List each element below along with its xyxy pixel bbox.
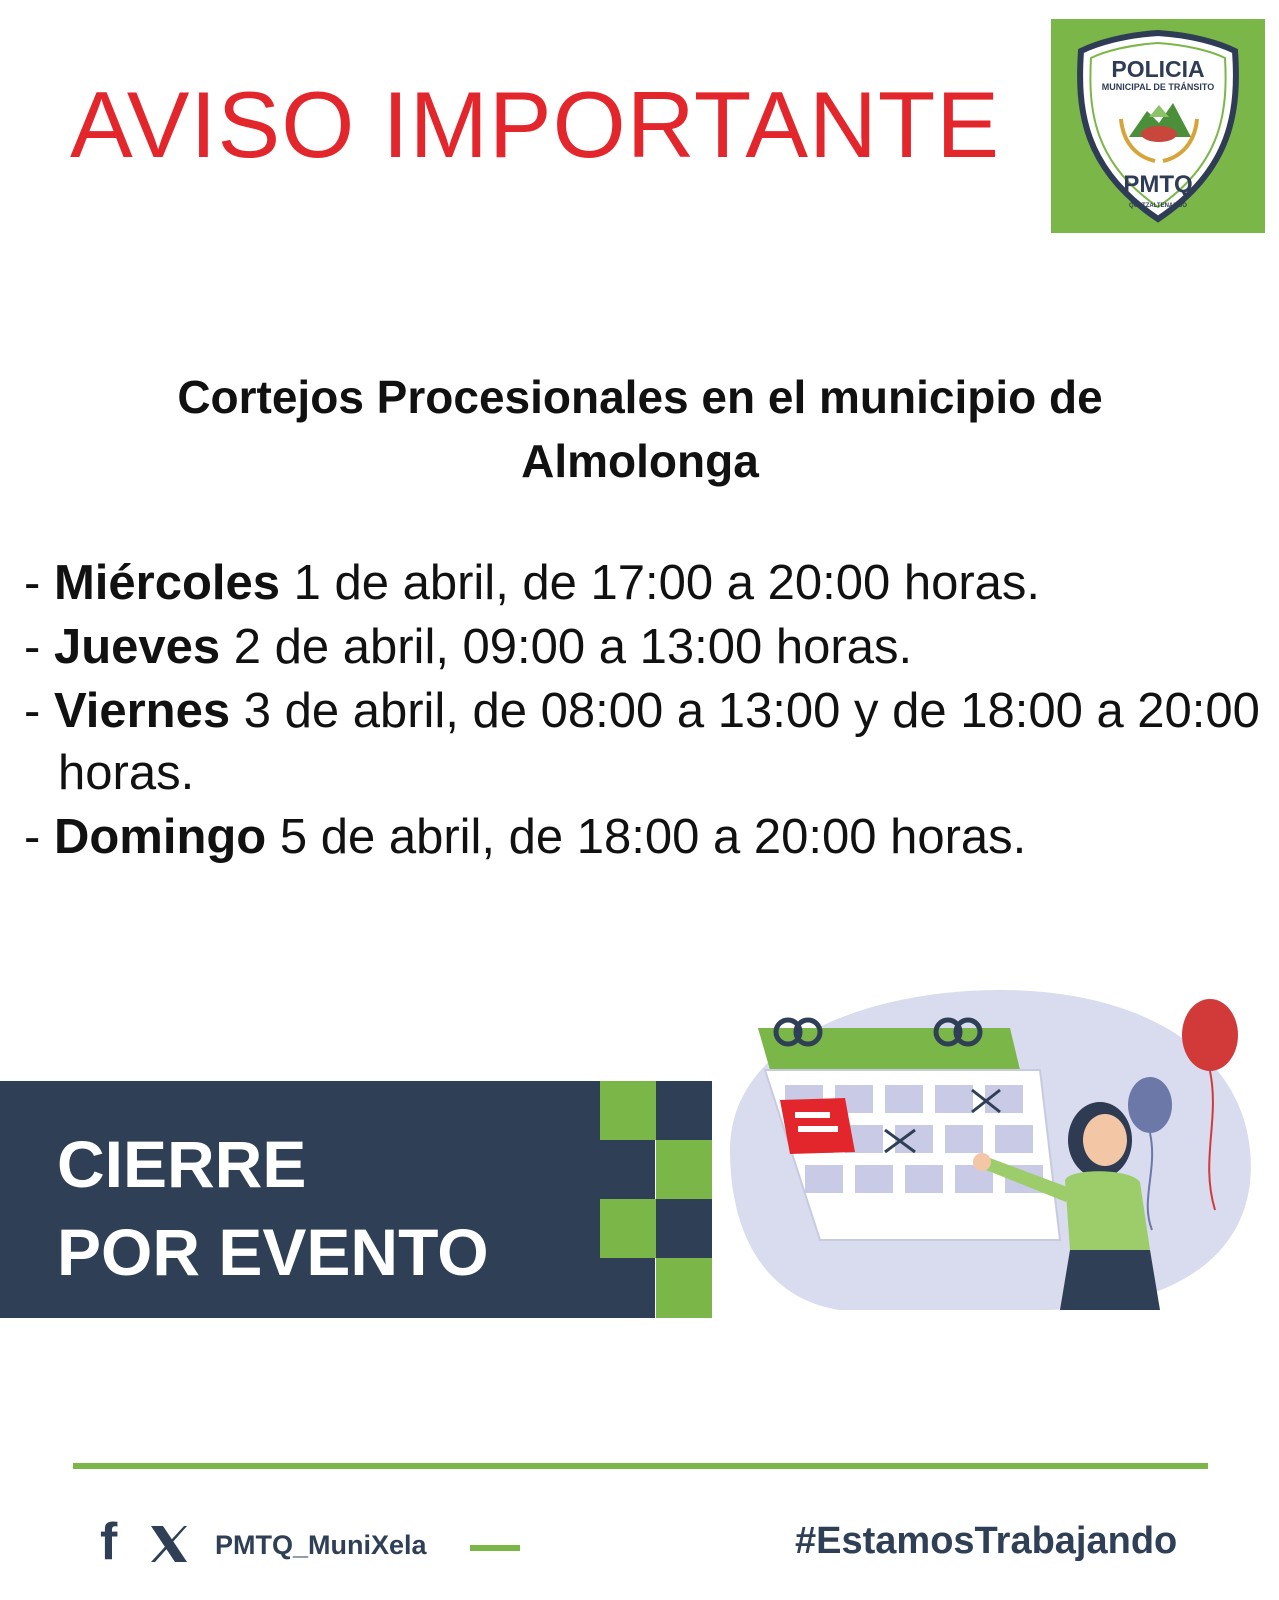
announcement-heading [60, 365, 1220, 493]
item-dash: - [24, 810, 54, 864]
page-title: AVISO IMPORTANTE [70, 72, 1001, 177]
item-dash: - [24, 556, 54, 610]
item-day: Domingo [53, 810, 267, 864]
banner-text [57, 1120, 489, 1296]
banner-accent-square [600, 1081, 656, 1140]
banner-accent-square [656, 1199, 712, 1258]
item-detail: 3 de abril, de 08:00 a 13:00 y de 18:00 a 20:00 horas. [58, 684, 1260, 800]
item-dash: - [24, 620, 54, 674]
schedule-list [24, 552, 1264, 870]
banner-accent-square [656, 1258, 712, 1318]
schedule-item [24, 806, 1264, 868]
hashtag: #EstamosTrabajando [795, 1520, 1178, 1562]
logo-subtitle-text: MUNICIPAL DE TRÁNSITO [1101, 82, 1215, 92]
banner-line-1: CIERRE [57, 1127, 307, 1201]
banner-accent-square [656, 1140, 712, 1199]
heading-line-1: Cortejos Procesionales en el municipio de [177, 371, 1103, 423]
footer-divider [73, 1463, 1208, 1469]
heading-line-2: Almolonga [521, 435, 759, 487]
item-detail: 1 de abril, de 17:00 a 20:00 horas. [280, 556, 1041, 610]
schedule-item [24, 552, 1264, 614]
schedule-item [24, 680, 1264, 804]
item-detail: 2 de abril, 09:00 a 13:00 horas. [220, 620, 913, 674]
banner-accent-square [656, 1081, 712, 1140]
facebook-icon[interactable]: f [100, 1513, 118, 1571]
pmtq-logo [1051, 19, 1265, 233]
logo-policia-text: POLICIA [1111, 56, 1205, 82]
item-day: Miércoles [53, 556, 280, 610]
shield-icon [1051, 19, 1265, 233]
calendar-event-illustration [710, 980, 1270, 1325]
item-day: Jueves [53, 620, 221, 674]
banner-line-2: POR EVENTO [57, 1215, 489, 1289]
logo-city-text: QUETZALTENANGO [1129, 203, 1187, 209]
item-detail: 5 de abril, de 18:00 a 20:00 horas. [266, 810, 1027, 864]
footer-dash [470, 1545, 520, 1551]
item-day: Viernes [53, 684, 231, 738]
banner-accent-square [600, 1199, 656, 1258]
social-handle[interactable]: PMTQ_MuniXela [215, 1530, 427, 1560]
x-icon[interactable] [147, 1522, 191, 1571]
logo-pmtq-text: PMTQ [1123, 171, 1193, 198]
schedule-item [24, 616, 1264, 678]
item-dash: - [24, 684, 54, 738]
